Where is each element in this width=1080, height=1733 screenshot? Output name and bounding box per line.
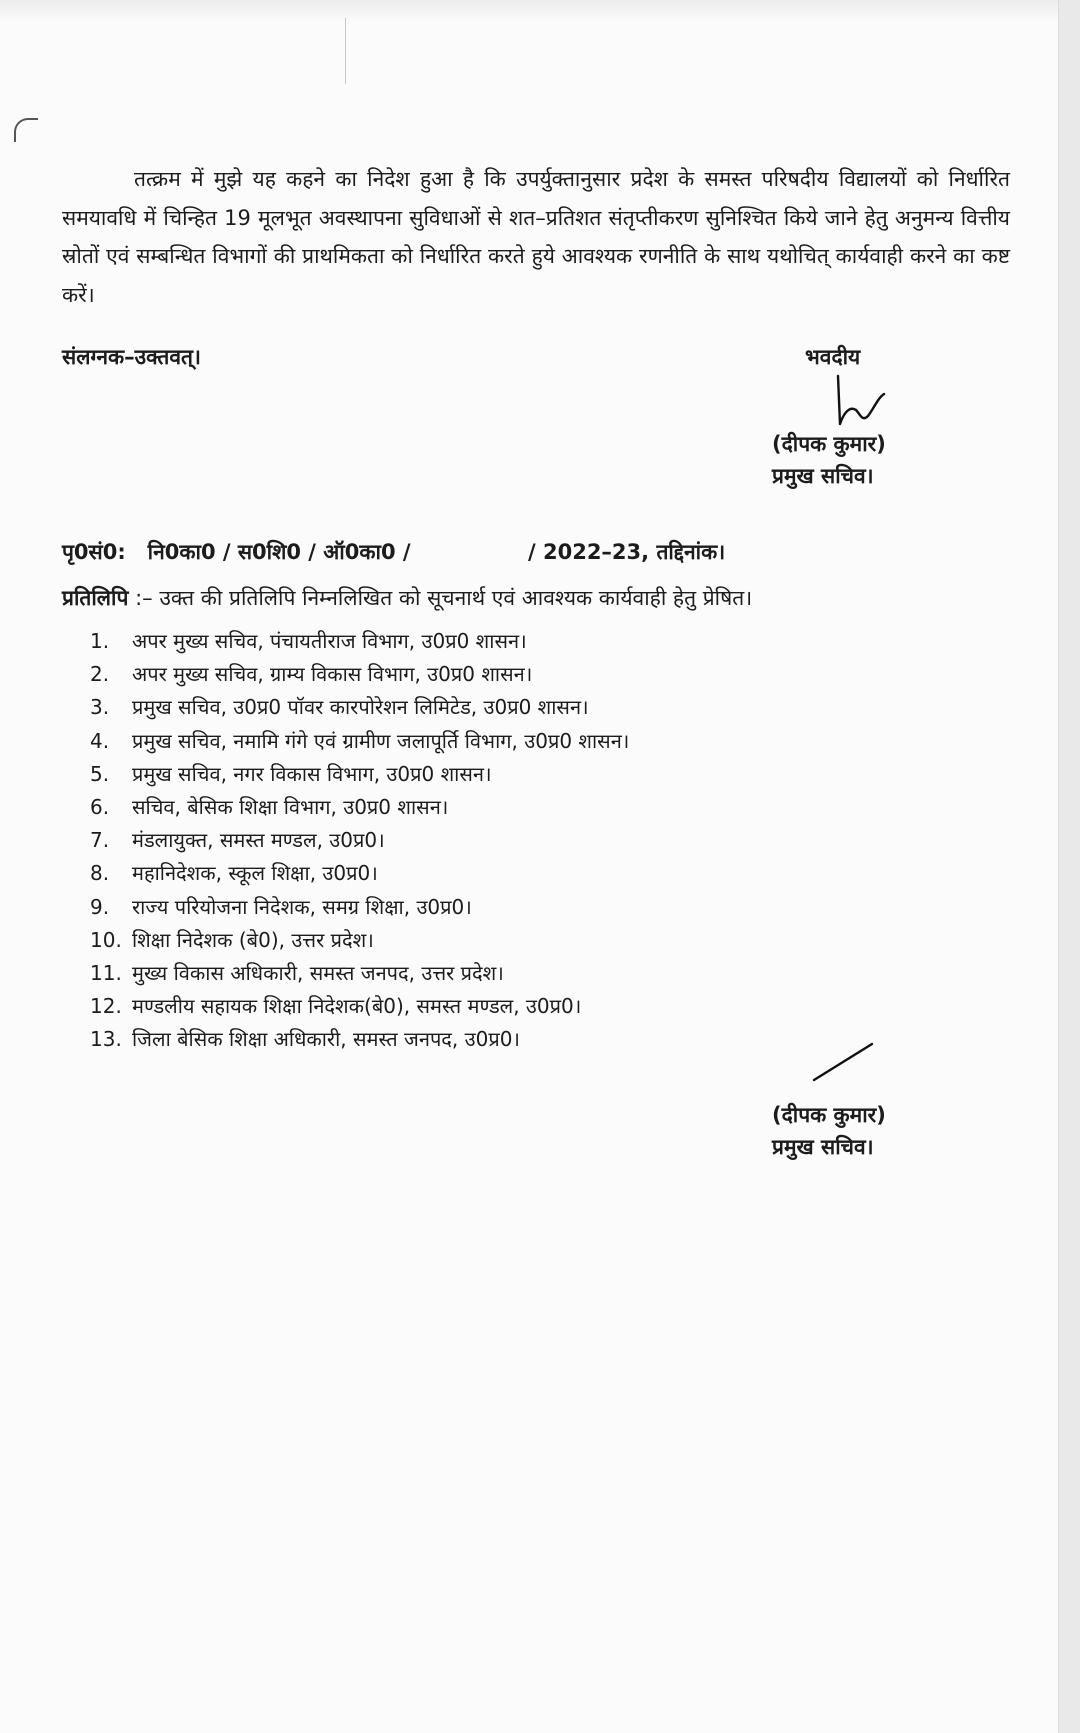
scan-top-shadow <box>0 0 1058 22</box>
handwritten-signature-2 <box>810 1040 880 1086</box>
list-item-number: 2. <box>90 662 110 687</box>
list-item <box>90 758 629 791</box>
list-item-text: अपर मुख्य सचिव, ग्राम्य विकास विभाग, उ0प्र0 शासन। <box>132 662 533 687</box>
signatory-designation: प्रमुख सचिव। <box>772 464 874 488</box>
body-paragraph: तत्क्रम में मुझे यह कहने का निदेश हुआ है कि उपर्युक्तानुसार प्रदेश के समस्त परिषदीय विद्यालयों को निर्धारित समयावधि में चिन्हित 19 मूलभूत अवस्थापना सुविधाओं से शत–प्रतिशत संतृप्तीकरण सुनिश्चित किये जाने हेतु अनुमन्य वित्तीय स्रोतों एवं सम्बन्धित विभागों की प्राथमिकता को निर्धारित करते हुये आवश्यक रणनीति के साथ यथोचित् कार्यवाही करने का कष्ट करें। <box>62 167 1010 307</box>
list-item <box>90 924 629 957</box>
list-item <box>90 990 629 1023</box>
list-item-number: 4. <box>90 728 110 753</box>
closing-salutation: भवदीय <box>805 345 861 369</box>
list-item-text: अपर मुख्य सचिव, पंचायतीराज विभाग, उ0प्र0 शासन। <box>132 629 527 653</box>
scan-corner-mark <box>14 118 38 142</box>
list-item <box>90 957 629 990</box>
list-item-number: 6. <box>90 794 110 819</box>
copy-text: :– उक्त की प्रतिलिपि निम्नलिखित को सूचनार्थ एवं आवश्यक कार्यवाही हेतु प्रेषित। <box>135 586 753 610</box>
list-item <box>90 857 629 890</box>
list-item-number: 13. <box>90 1027 122 1052</box>
list-item-number: 9. <box>90 894 110 919</box>
list-item-number: 1. <box>90 629 110 653</box>
list-item-number: 5. <box>90 761 110 786</box>
recipient-list <box>90 625 629 1056</box>
list-item-number: 11. <box>90 960 122 985</box>
list-item-text: प्रमुख सचिव, नमामि गंगे एवं ग्रामीण जलापूर्ति विभाग, उ0प्र0 शासन। <box>132 728 630 753</box>
list-item-text: शिक्षा निदेशक (बे0), उत्तर प्रदेश। <box>132 927 374 952</box>
list-item-number: 7. <box>90 828 110 853</box>
copy-line <box>62 584 752 612</box>
list-item <box>90 625 629 658</box>
list-item-text: महानिदेशक, स्कूल शिक्षा, उ0प्र0। <box>132 861 378 886</box>
enclosure-note: संलग्नक–उक्तवत्। <box>62 345 201 369</box>
list-item-text: सचिव, बेसिक शिक्षा विभाग, उ0प्र0 शासन। <box>132 794 449 819</box>
list-item-text: मुख्य विकास अधिकारी, समस्त जनपद, उत्तर प्रदेश। <box>132 960 504 985</box>
reference-number: पृ0सं0: नि0का0 / स0शि0 / ऑ0का0 / <box>62 540 411 564</box>
signatory-block-1 <box>772 428 886 492</box>
list-item <box>90 791 629 824</box>
list-item-number: 12. <box>90 994 122 1019</box>
list-item-text: प्रमुख सचिव, उ0प्र0 पॉवर कारपोरेशन लिमिटेड, उ0प्र0 शासन। <box>132 695 589 720</box>
reference-date: / 2022–23, तद्दिनांक। <box>528 540 726 564</box>
list-item-text: मंडलायुक्त, समस्त मण्डल, उ0प्र0। <box>132 828 385 853</box>
list-item-number: 8. <box>90 861 110 886</box>
handwritten-signature-1 <box>830 372 910 436</box>
signatory-designation: प्रमुख सचिव। <box>772 1135 874 1159</box>
list-item <box>90 891 629 924</box>
list-item <box>90 1023 629 1056</box>
list-item <box>90 691 629 724</box>
list-item <box>90 824 629 857</box>
list-item-number: 10. <box>90 927 122 952</box>
list-item-number: 3. <box>90 695 110 720</box>
list-item <box>90 658 629 691</box>
list-item-text: प्रमुख सचिव, नगर विकास विभाग, उ0प्र0 शासन। <box>132 761 492 786</box>
list-item-text: राज्य परियोजना निदेशक, समग्र शिक्षा, उ0प्र0। <box>132 894 472 919</box>
list-item <box>90 725 629 758</box>
list-item-text: मण्डलीय सहायक शिक्षा निदेशक(बे0), समस्त मण्डल, उ0प्र0। <box>132 994 582 1019</box>
signatory-name: (दीपक कुमार) <box>772 1103 886 1127</box>
signatory-name: (दीपक कुमार) <box>772 432 886 456</box>
copy-label: प्रतिलिपि <box>62 586 129 610</box>
list-item-text: जिला बेसिक शिक्षा अधिकारी, समस्त जनपद, उ0प्र0। <box>132 1027 521 1052</box>
scan-fold-line <box>345 18 346 84</box>
signatory-block-2 <box>772 1099 886 1163</box>
